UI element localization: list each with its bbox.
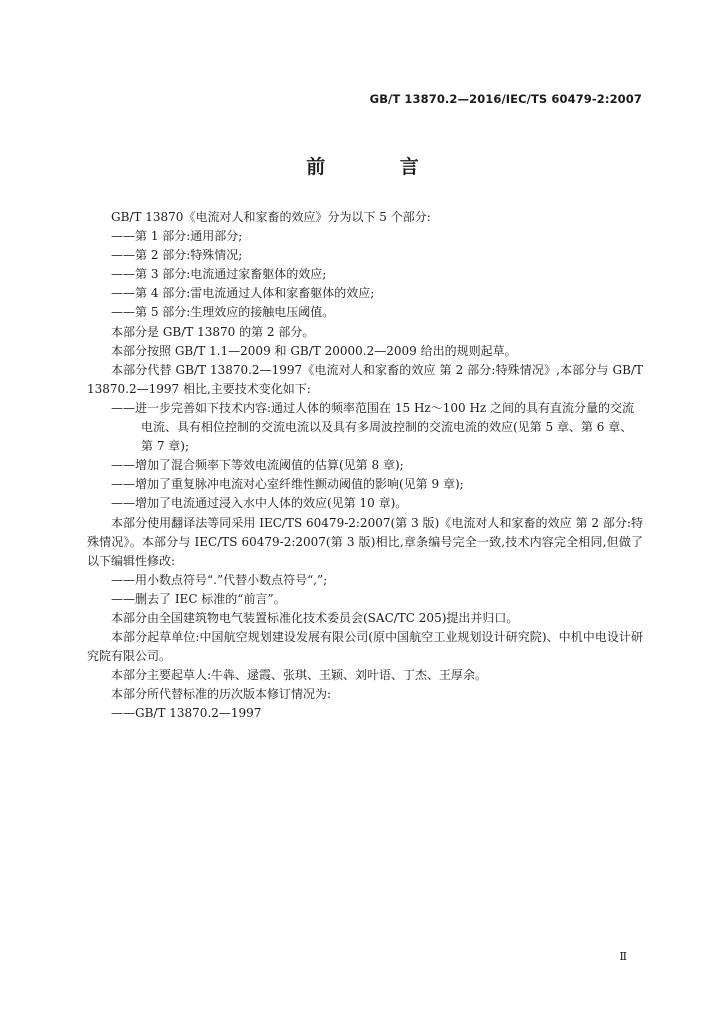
paragraph: 本部分由全国建筑物电气装置标准化技术委员会(SAC/TC 205)提出并归口。 bbox=[111, 610, 519, 625]
paragraph: 本部分按照 GB/T 1.1—2009 和 GB/T 20000.2—2009 给出的规则起草。 bbox=[111, 343, 517, 358]
list-item: ——删去了 IEC 标准的“前言”。 bbox=[111, 591, 286, 606]
list-item: ——进一步完善如下技术内容:通过人体的频率范围在 15 Hz～100 Hz 之间的具有直流分量的交流电流、具有相位控制的交流电流以及具有多周波控制的交流电流的效应(见第 5 章、第 6 章、第 7 章); bbox=[111, 400, 635, 454]
standard-number: GB/T 13870.2—2016/IEC/TS 60479-2:2007 bbox=[369, 92, 642, 106]
list-item: ——增加了重复脉冲电流对心室纤维性颤动阈值的影响(见第 9 章); bbox=[111, 477, 464, 492]
paragraph: GB/T 13870《电流对人和家畜的效应》分为以下 5 个部分: bbox=[111, 210, 431, 224]
paragraph: 本部分主要起草人:牛犇、逯霞、张琪、王颖、刘叶语、丁杰、王厚余。 bbox=[111, 668, 488, 683]
list-item: ——第 2 部分:特殊情况; bbox=[111, 248, 243, 263]
list-item: ——用小数点符号“.”代替小数点符号“,”; bbox=[111, 572, 328, 587]
page-number: Ⅱ bbox=[619, 950, 627, 963]
list-item: ——第 4 部分:雷电流通过人体和家畜躯体的效应; bbox=[111, 286, 375, 301]
list-item: ——增加了混合频率下等效电流阈值的估算(见第 8 章); bbox=[111, 458, 404, 473]
paragraph: 本部分起草单位:中国航空规划建设发展有限公司(原中国航空工业规划设计研究院)、中机中电设计研究院有限公司。 bbox=[87, 630, 643, 664]
list-item: ——增加了电流通过浸入水中人体的效应(见第 10 章)。 bbox=[111, 496, 408, 511]
paragraph: 本部分是 GB/T 13870 的第 2 部分。 bbox=[111, 324, 315, 339]
list-item: ——第 5 部分:生理效应的接触电压阈值。 bbox=[111, 305, 335, 320]
paragraph: 本部分代替 GB/T 13870.2—1997《电流对人和家畜的效应 第 2 部分:特殊情况》,本部分与 GB/T 13870.2—1997 相比,主要技术变化如下: bbox=[87, 362, 643, 396]
page-title: 前 言 bbox=[306, 156, 453, 178]
paragraph: 本部分使用翻译法等同采用 IEC/TS 60479-2:2007(第 3 版)《电流对人和家畜的效应 第 2 部分:特殊情况》。本部分与 IEC/TS 60479-2:2007(第 3 版)相比,章条编号完全一致,技术内容完全相同,但做了以下编辑性修改: bbox=[87, 515, 643, 568]
paragraph: 本部分所代替标准的历次版本修订情况为: bbox=[111, 687, 332, 702]
foreword-body bbox=[87, 208, 643, 724]
list-item: ——第 1 部分:通用部分; bbox=[111, 229, 243, 244]
list-item: ——GB/T 13870.2—1997 bbox=[111, 706, 262, 721]
list-item: ——第 3 部分:电流通过家畜躯体的效应; bbox=[111, 267, 327, 282]
